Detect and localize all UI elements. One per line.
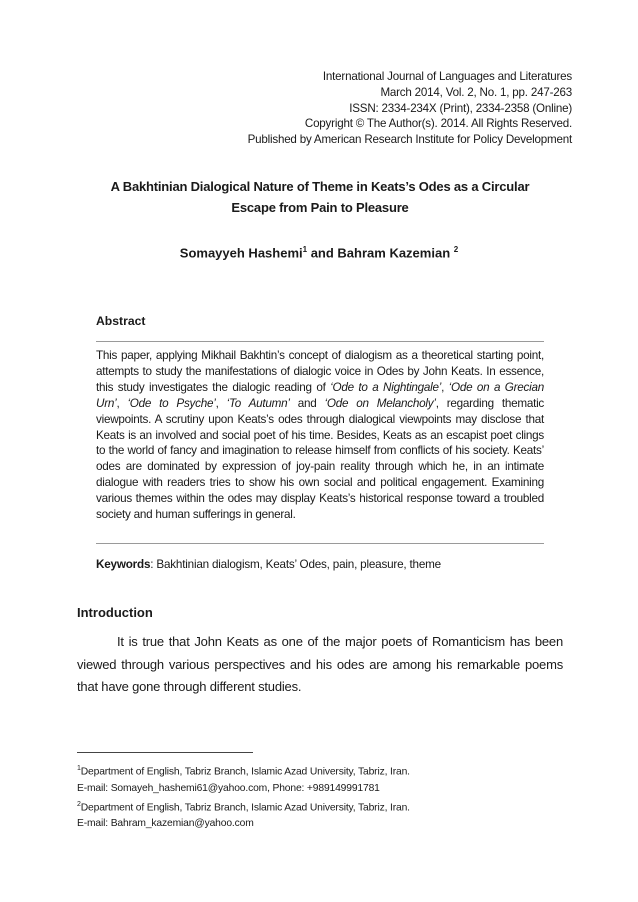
ode-grecian-urn: ‘Ode on a Grecian Urn’ <box>96 380 544 410</box>
journal-name: International Journal of Languages and Literatures <box>322 70 572 83</box>
author-line <box>0 245 638 260</box>
author-2-footnote-mark: 2 <box>453 245 459 254</box>
publisher-info: Published by American Research Institute for Policy Development <box>247 133 572 147</box>
footnote-2-email: E-mail: Bahram_kazemian@yahoo.com <box>77 818 254 830</box>
abstract-bottom-rule <box>96 543 544 544</box>
issue-info: March 2014, Vol. 2, No. 1, pp. 247-263 <box>380 85 572 99</box>
ode-psyche: ‘Ode to Psyche’ <box>127 396 216 410</box>
footnote-2-affiliation <box>77 797 567 817</box>
ode-nightingale: ‘Ode to a Nightingale’ <box>330 380 442 394</box>
footnote-2-text: Department of English, Tabriz Branch, Islamic Azad University, Tabriz, Iran. <box>80 802 410 814</box>
paper-title <box>80 176 560 218</box>
introduction-heading: Introduction <box>77 605 153 620</box>
author-1-name: Somayyeh Hashemi <box>179 245 303 261</box>
ode-autumn: ‘To Autumn’ <box>226 396 290 410</box>
footnote-1-contact <box>77 781 567 797</box>
journal-header <box>152 69 572 148</box>
abstract-body <box>96 348 544 523</box>
author-1-footnote-mark: 1 <box>302 245 308 254</box>
abstract-heading: Abstract <box>96 314 146 328</box>
footnote-2-mark: 2 <box>77 800 81 808</box>
keywords-label: Keywords <box>96 558 151 571</box>
title-line-2: Escape from Pain to Pleasure <box>231 200 409 215</box>
title-line-1: A Bakhtinian Dialogical Nature of Theme in Keats’s Odes as a Circular <box>110 179 530 194</box>
keywords-list: : Bakhtinian dialogism, Keats’ Odes, pain, pleasure, theme <box>150 558 441 571</box>
copyright-info: Copyright © The Author(s). 2014. All Rights Reserved. <box>304 117 572 131</box>
footnote-1-affiliation <box>77 761 567 781</box>
footnote-1-email: E-mail: Somayeh_hashemi61@yahoo.com, Phone: +989149991781 <box>77 782 380 794</box>
author-2-name: Bahram Kazemian <box>337 245 454 261</box>
abstract-sep-4: and <box>289 396 325 410</box>
ode-melancholy: ‘Ode on Melancholy’ <box>324 396 436 410</box>
abstract-top-rule <box>96 341 544 342</box>
footnote-2-contact <box>77 816 567 832</box>
footnote-1-mark: 1 <box>77 765 81 772</box>
author-connector: and <box>307 245 338 261</box>
footnotes <box>77 761 567 832</box>
issn-info: ISSN: 2334-234X (Print), 2334-2358 (Online) <box>349 101 572 115</box>
footnote-separator <box>77 752 253 753</box>
introduction-paragraph: It is true that John Keats as one of the major poets of Romanticism has been viewed through various perspectives and his odes are among his remarkable poems that have gone through different studies. <box>77 634 563 694</box>
abstract-part-1: This paper, applying Mikhail Bakhtin’s concept of dialogism as a theoretical starting point, attempts to study the manifestations of dialogic voice in Odes by John Keats. In essence, this study investigates the dialogic reading of <box>96 349 544 394</box>
abstract-sep-3: , <box>215 396 227 410</box>
abstract-sep-1: , <box>441 380 449 394</box>
abstract-sep-2: , <box>116 396 128 410</box>
keywords-line <box>96 558 544 571</box>
footnote-1-text: Department of English, Tabriz Branch, Islamic Azad University, Tabriz, Iran. <box>80 766 410 778</box>
abstract-part-2: , regarding thematic viewpoints. A scrutiny upon Keats’s odes through dialogical viewpoints may disclose that Keats is an involved and social poet of his time. Besides, Keats as an escapist poet clings to the world of fancy and imagination to release himself from conflicts of his society. Keats’ odes are dominated by expression of joy-pain reality through which he, in an intimate dialogue with readers tries to show his own social and political engagement. Examining various themes within the odes may display Keats’s historical response toward a troubled society and human sufferings in general. <box>96 396 545 522</box>
